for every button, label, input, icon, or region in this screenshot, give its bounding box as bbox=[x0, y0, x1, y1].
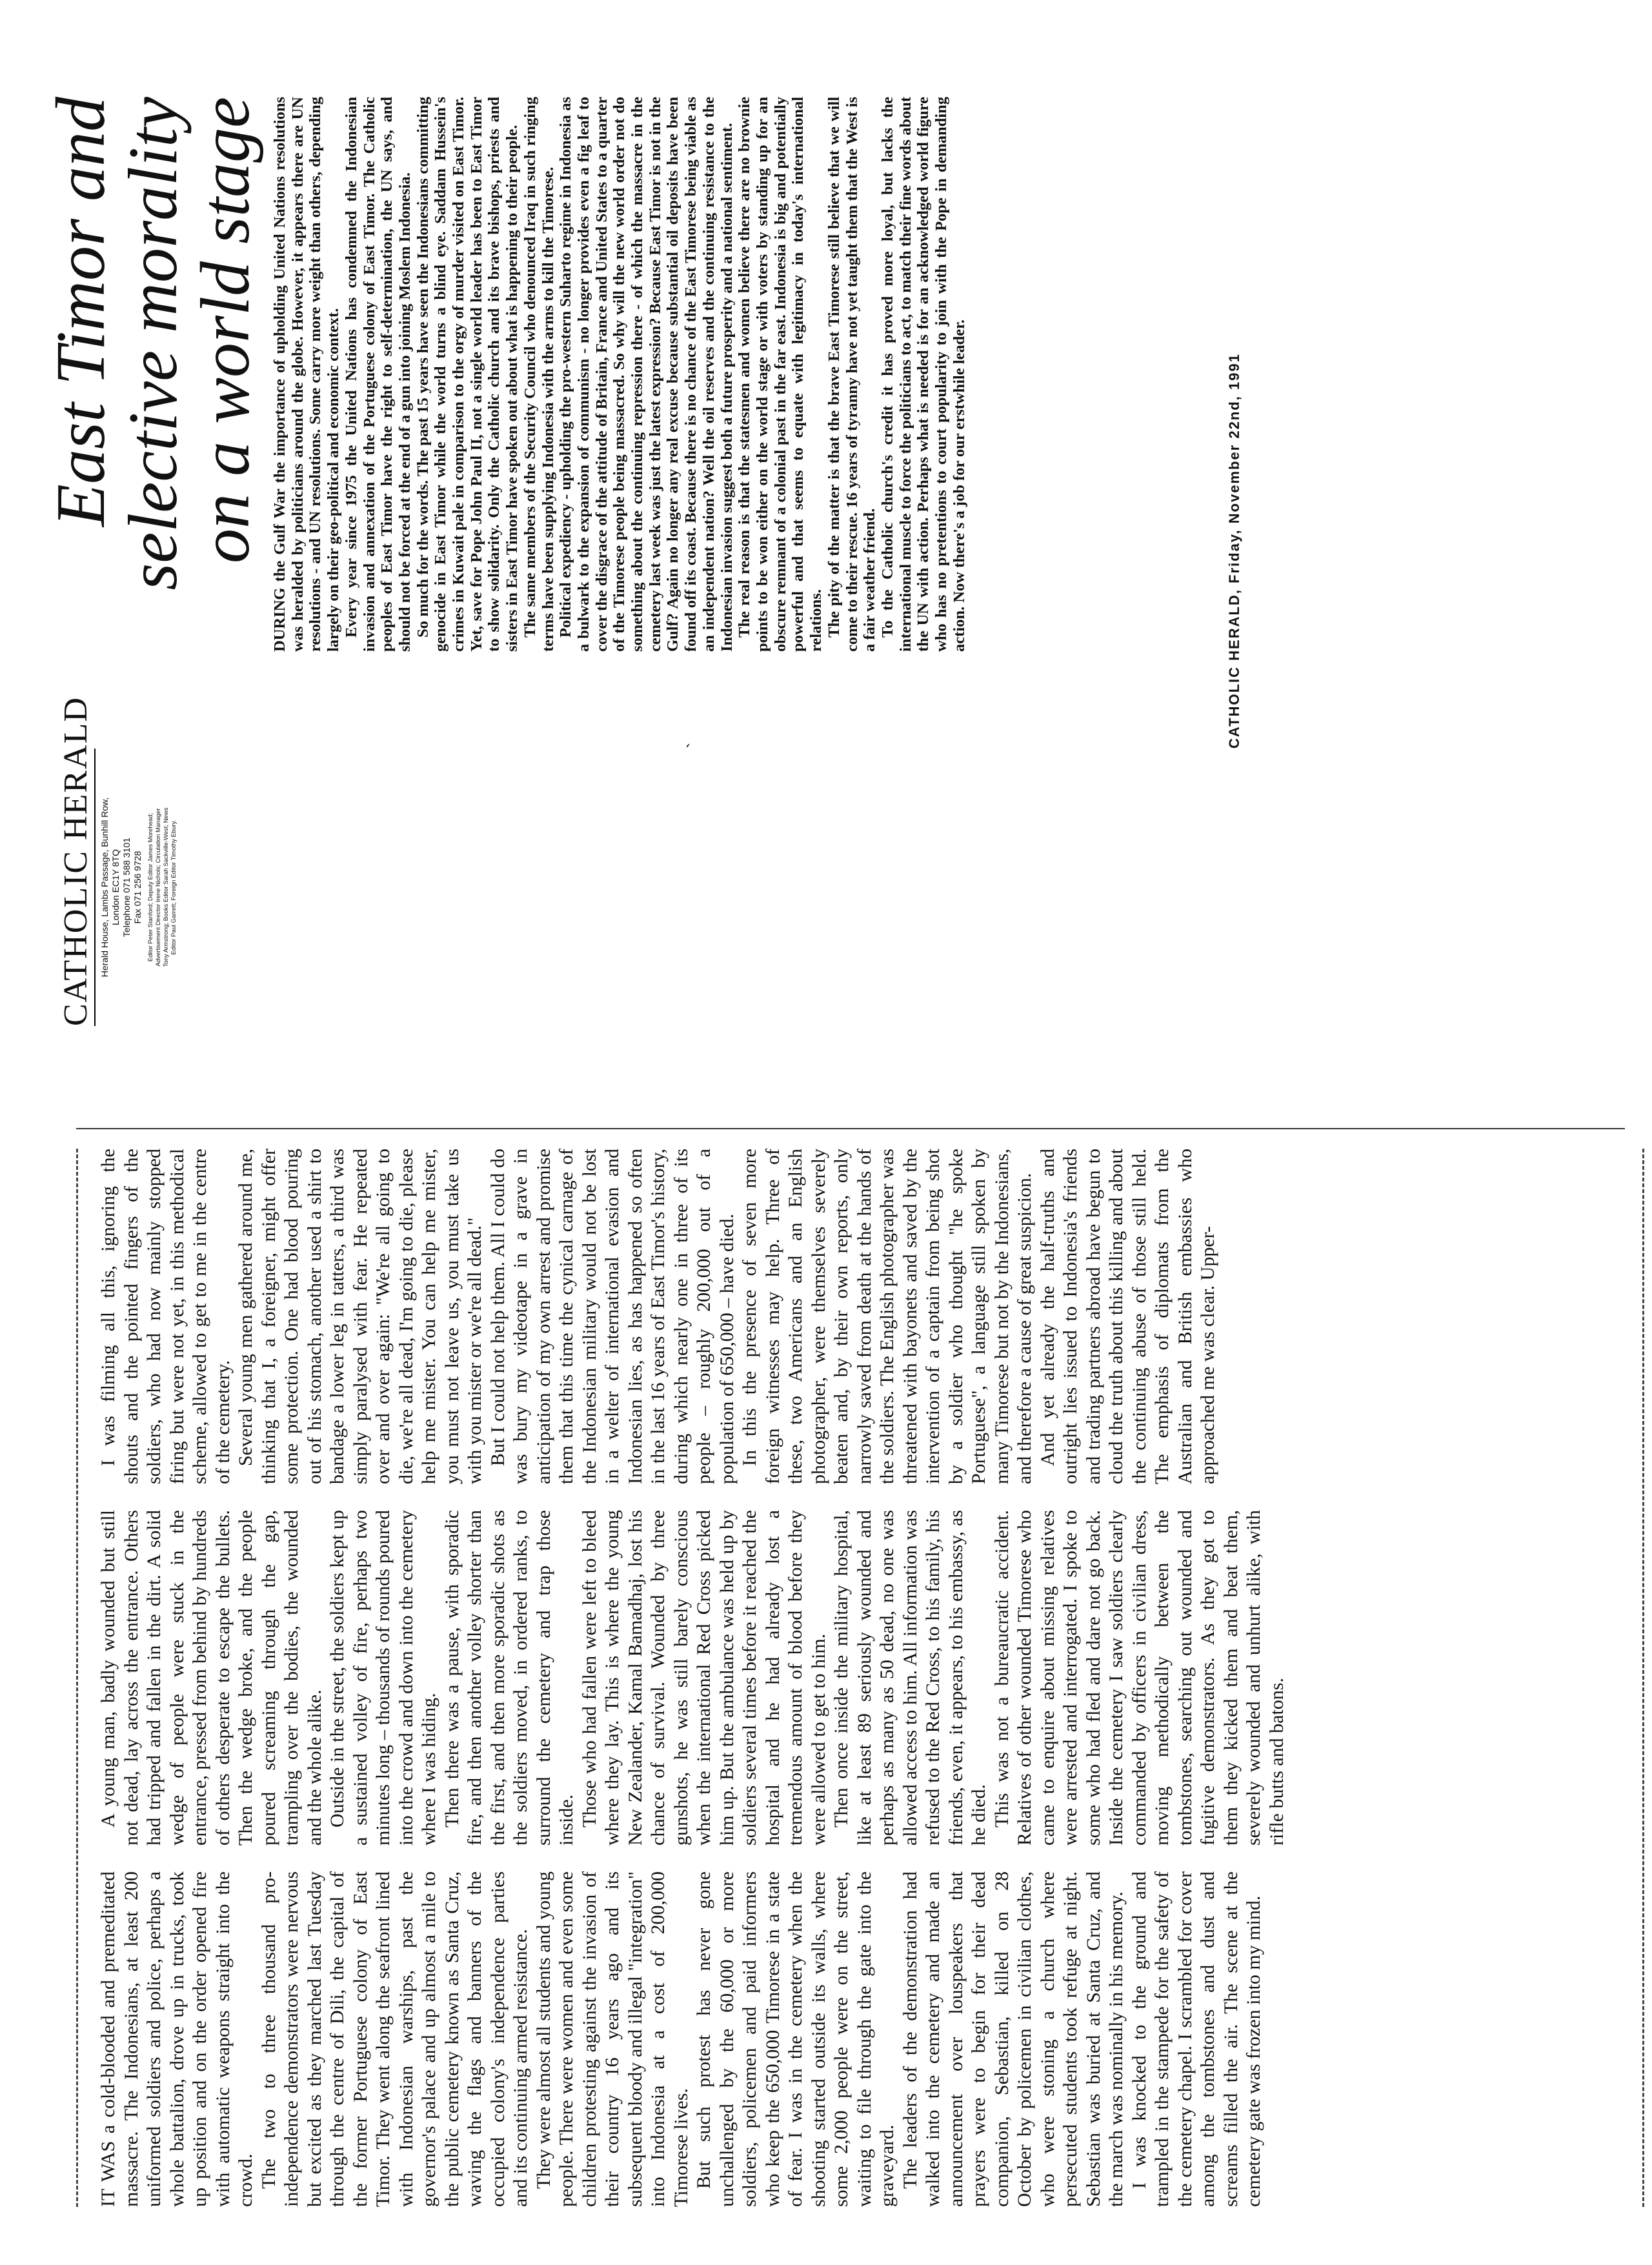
headline-line: East Timor and bbox=[43, 97, 119, 527]
article-column-3 bbox=[97, 1149, 1633, 1484]
editorial-paragraph: To the Catholic church's credit it has proved more loyal, but lacks the international muscle to force the politicians to act, to match their fine words about the UN with action. Perhaps what is needed is for an acknowledged world figure who has no pretentions to court popularity to join with the Pope in demanding action. Now there's a job for our erstwhile leader. bbox=[878, 97, 968, 652]
article-paragraph: But I could not help them. All I could do was bury my videotape in a grave in anticipation of my own arrest and promise them that this time the cynical carnage of the Indonesian military would not be lost in a welter of international evasion and Indonesian lies, as has happened so often in the last 16 years of East Timor's history, during which nearly one in three of its people – roughly 200,000 out of a population of 650,000 – have died. bbox=[487, 1149, 738, 1484]
article-paragraph: Outside in the street, the soldiers kept up a sustained volley of fire, perhaps two minutes long – thousands of rounds poured into the crowd and down into the cemetery where I was hiding. bbox=[327, 1510, 439, 1846]
article-paragraph: IT WAS a cold-blooded and premeditated massacre. The Indonesians, at least 200 uniformed soldiers and police, perhaps a whole battalion, drove up in trucks, took up position and on the order opened fire with automatic weapons straight into the crowd. bbox=[97, 1871, 256, 2207]
publication-footer: CATHOLIC HERALD, Friday, November 22nd, 1991 bbox=[1226, 353, 1242, 749]
masthead-city: London EC1Y 8TQ bbox=[110, 849, 121, 926]
article-paragraph: In this the presence of seven more foreign witnesses may help. Three of these, two Americans and an English photographer, were themselves severely beaten and, by their own reports, only narrowly saved from death at the hands of the soldiers. The English photographer was threatened with bayonets and saved by the intervention of a captain from being shot by a soldier who thought "he spoke Portuguese", a language still spoken by many Timorese but not by the Indonesians, and therefore a cause of great suspicion. bbox=[739, 1149, 1035, 1484]
masthead bbox=[57, 696, 206, 1026]
masthead-address: Herald House, Lambs Passage, Bunhill Row, bbox=[99, 797, 110, 978]
editorial-paragraph: The real reason is that the statesmen and women believe there are no brownie points to be won either on the world stage or with voters by standing up for an obscure remnant of a colonial past in the far east. Indonesia is big and potentially powerful and that seems to equate with legitimacy in today's international relations. bbox=[736, 97, 825, 652]
headline-line: selective morality bbox=[115, 97, 192, 590]
editorial-paragraph: The pity of the matter is that the brave East Timorese still believe that we will come to their rescue. 16 years of tyranny have not yet taught them that the West is a fair weather friend. bbox=[825, 97, 879, 652]
massacre-article bbox=[97, 1149, 1633, 2207]
masthead-staff-line: Tony Armstrong; Books Editor Sarah Sackville-West; News bbox=[163, 807, 170, 967]
scan-speck: ` bbox=[684, 742, 704, 749]
editorial-headline bbox=[45, 97, 262, 729]
masthead-title: CATHOLIC HERALD bbox=[57, 696, 94, 1026]
article-paragraph: A young man, badly wounded but still not dead, lay across the entrance. Others had tripped and fallen in the dirt. A solid wedge of people were stuck in the entrance, pressed from behind by hundreds of others desperate to escape the bullets. Then the wedge broke, and the people poured screaming through the gap, trampling over the bodies, the wounded and the whole alike. bbox=[97, 1510, 325, 1846]
article-paragraph: I was knocked to the ground and trampled in the stampede for the safety of the cemetery chapel. I scrambled for cover among the tombstones and dust and screams filled the air. The scene at the cemetery gate was frozen into my mind. bbox=[1128, 1871, 1264, 2207]
article-paragraph: Then there was a pause, with sporadic fire, and then another volley shorter than the first, and then more sporadic shots as the soldiers moved, in ordered ranks, to surround the cemetery and trap those inside. bbox=[441, 1510, 577, 1846]
article-paragraph: I was filming all this, ignoring the shouts and the pointed fingers of the soldiers, who had now mainly stopped firing but were not yet, in this methodical scheme, allowed to get to me in the centre of the cemetery. bbox=[97, 1149, 234, 1484]
article-paragraph: But such protest has never gone unchallenged by the 60,000 or more soldiers, policemen and paid informers who keep the 650,000 Timorese in a state of fear. I was in the cemetery when the shooting started outside its walls, where some 2,000 people were on the street, waiting to file through the gate into the graveyard. bbox=[693, 1871, 898, 2207]
masthead-staff-line: Editor Peter Stanford; Deputy Editor James Morehead; bbox=[147, 812, 154, 962]
article-paragraph: Several young men gathered around me, thinking that I, a foreigner, might offer some protection. One had blood pouring out of his stomach, another used a shirt to bandage a lower leg in tatters, a third was simply paralysed with fear. He repeated over and over again: "We're all going to die, we're all dead, I'm going to die, please help me mister. You can help me mister, you must not leave us, you must take us with you mister or we're all dead." bbox=[235, 1149, 485, 1484]
editorial-paragraph: So much for the words. The past 15 years have seen the Indonesians committing genocide in East Timor while the world turns a blind eye. Saddam Hussein's crimes in Kuwait pale in comparison to the orgy of murder visited on East Timor. Yet, save for Pope John Paul II, not a single world leader has been to East Timor to show solidarity. Only the Catholic church and its brave bishops, priests and sisters in East Timor have spoken out about what is happening to their people. bbox=[414, 97, 521, 652]
masthead-telephone: Telephone 071 588 3101 bbox=[121, 837, 132, 938]
editorial-paragraph: DURING the Gulf War the importance of upholding United Nations resolutions was heralded by politicians around the globe. However, it appears there are UN resolutions - and UN resolutions. Some carry more weight than others, depending largely on their geo-political and economic context. bbox=[271, 97, 343, 652]
article-paragraph: They were almost all students and young people. There were women and even some children protesting against the invasion of their country 16 years ago and its subsequent bloody and illegal "integration" into Indonesia at a cost of 200,000 Timorese lives. bbox=[532, 1871, 692, 2207]
editorial-paragraph: Political expediency - upholding the pro-western Suharto regime in Indonesia as a bulwark to the expansion of communism - no longer provides even a fig leaf to cover the disgrace of the attitude of Britain, France and United States to a quarter of the Timorese people being massacred. So why will the new world order not do something about the continuing repression there - of which the massacre in the cemetery last week was just the latest expression? Because East Timor is not in the Gulf? Again no longer any real excuse because substantial oil deposits have been found off its coast. Because there is no chance of the East Timorese being viable as an independent nation? Well the oil reserves and the continuing resistance to the Indonesian invasion suggest both a future prosperity and a national sentiment. bbox=[557, 97, 736, 652]
top-rule bbox=[76, 1149, 78, 2207]
clipping-separator bbox=[76, 1128, 1625, 1129]
editorial-body bbox=[271, 97, 968, 652]
masthead-fax: Fax 071 256 9728 bbox=[132, 851, 143, 924]
headline-line: on a world stage bbox=[187, 97, 264, 564]
article-paragraph: The two to three thousand pro-independence demonstrators were nervous but excited as they marched last Tuesday through the centre of Dili, the capital of the former Portuguese colony of East Timor. They went along the seafront lined with Indonesian warships, past the governor's palace and up almost a mile to the public cemetery known as Santa Cruz, waving the flags and banners of the occupied colony's independence parties and its continuing armed resistance. bbox=[257, 1871, 531, 2207]
article-paragraph: The leaders of the demonstration had walked into the cemetery and made an announcement over louspeakers that prayers were to begin for their dead companion, Sebastian, killed on 28 October by policemen in civilian clothes, who were stoning a church where persecuted students took refuge at night. Sebastian was buried at Santa Cruz, and the march was nominally in his memory. bbox=[899, 1871, 1127, 2207]
editorial bbox=[43, 97, 1504, 652]
article-column-2 bbox=[97, 1510, 1633, 1846]
article-paragraph: Those who had fallen were left to bleed where they lay. This is where the young New Zealander, Kamal Bamadhaj, lost his chance of survival. Wounded by three gunshots, he was still barely conscious when the international Red Cross picked him up. But the ambulance was held up by soldiers several times before it reached the hospital and he had already lost a tremendous amount of blood before they were allowed to get to him. bbox=[578, 1510, 829, 1846]
article-paragraph: And yet already the half-truths and outright lies issued to Indonesia's friends and trading partners abroad have begun to cloud the truth about this killing and about the continuing abuse of those still held. The emphasis of diplomats from the Australian and British embassies who approached me was clear. Upper- bbox=[1036, 1149, 1218, 1484]
bottom-rule bbox=[1642, 1149, 1644, 2207]
masthead-staff-line: Editor Paul Garrett; Foreign Editor Timothy Ebury. bbox=[170, 820, 177, 955]
article-column-1 bbox=[97, 1871, 1633, 2207]
article-paragraph: Then once inside the military hospital, like at least 89 seriously wounded and perhaps as many as 50 dead, no one was allowed access to him. All information was refused to the Red Cross, to his family, his friends, even, it appears, to his embassy, as he died. bbox=[831, 1510, 989, 1846]
editorial-paragraph: Every year since 1975 the United Nations has condemned the Indonesian invasion and annexation of the Portuguese colony of East Timor. The Catholic peoples of East Timor have the right to self-determination, the UN says, and should not be forced at the end of a gun into joining Moslem Indonesia. bbox=[342, 97, 414, 652]
article-paragraph: This was not a bureaucratic accident. Relatives of other wounded Timorese who came to enquire about missing relatives were arrested and interrogated. I spoke to some who had fled and dare not go back. Inside the cemetery I saw soldiers clearly commanded by officers in civilian dress, moving methodically between the tombstones, searching out wounded and fugitive demonstrators. As they got to them they kicked them and beat them, severely wounded and unhurt alike, with rifle butts and batons. bbox=[991, 1510, 1287, 1846]
editorial-paragraph: The same members of the Security Council who denounced Iraq in such ringing terms have been supplying Indonesia with the arms to kill the Timorese. bbox=[521, 97, 557, 652]
masthead-staff-line: Advertisement Director Irene Nichols; Circulation Manager bbox=[155, 808, 162, 967]
